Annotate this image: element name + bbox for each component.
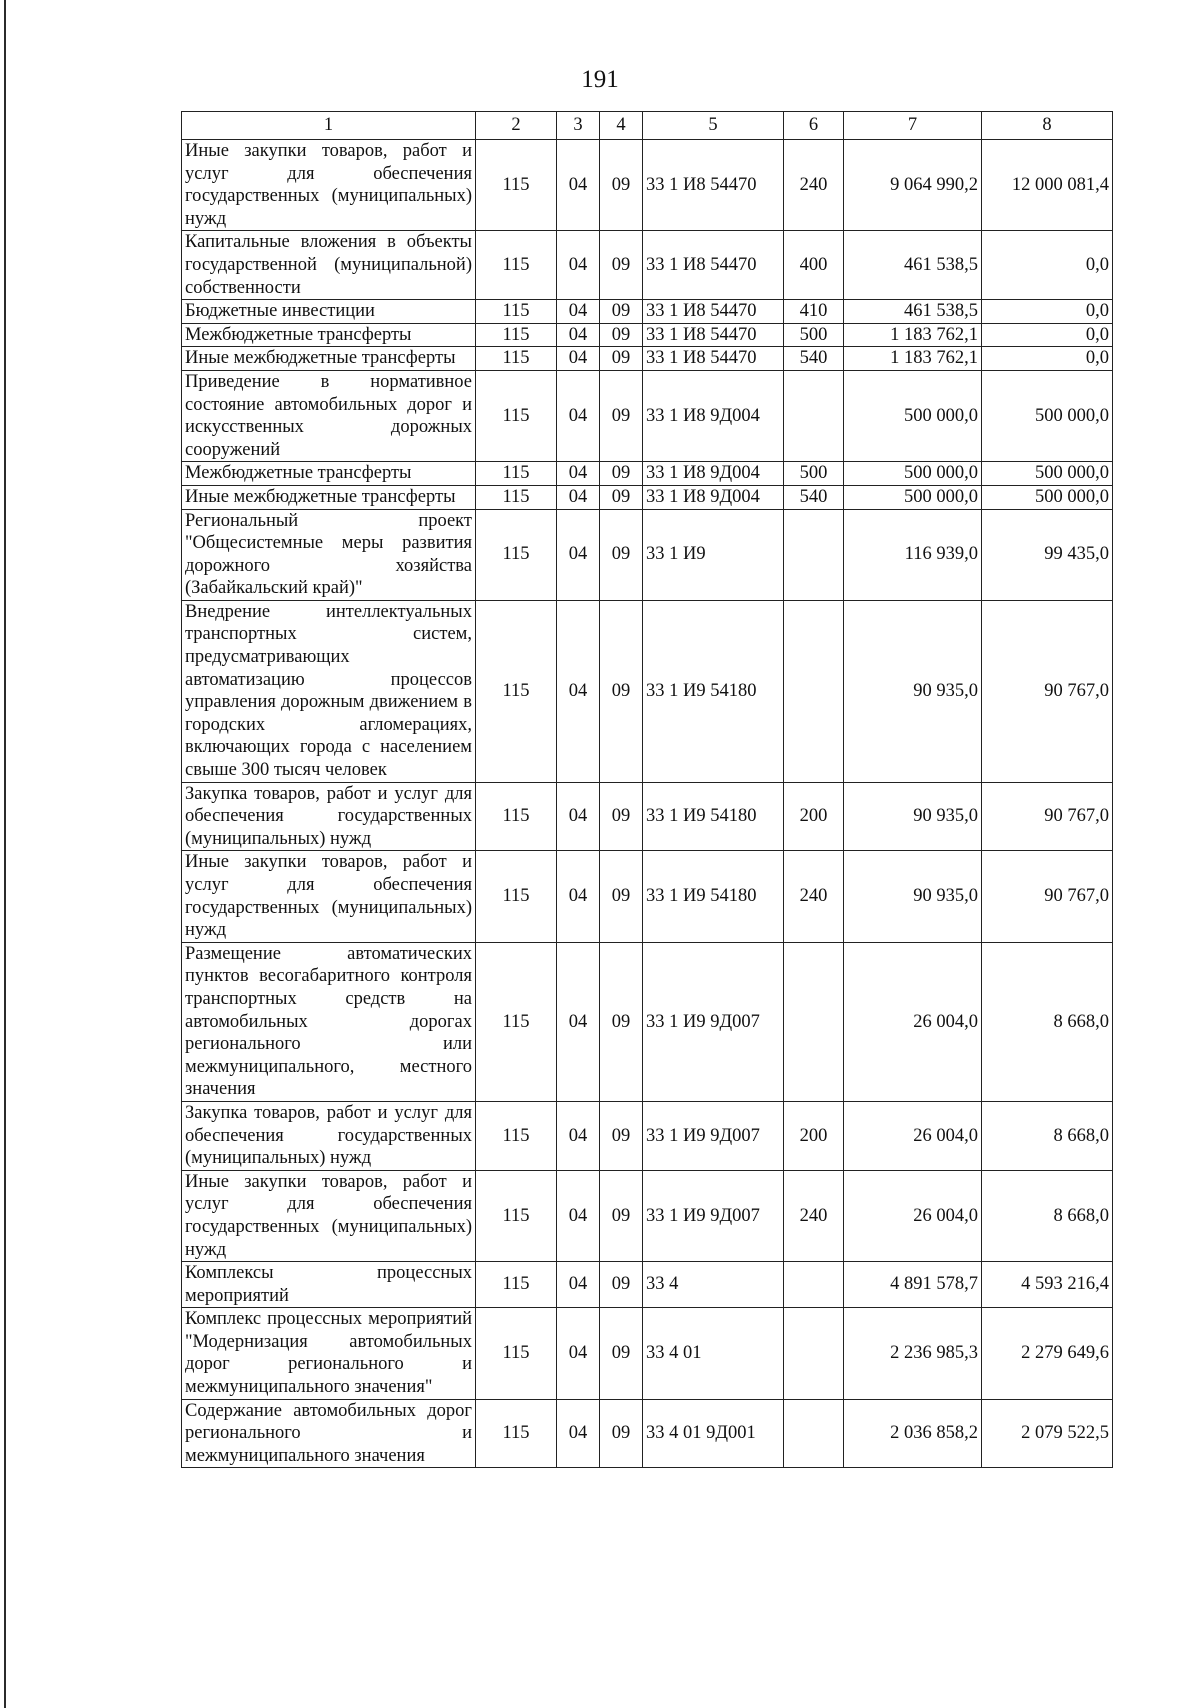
expense-type-cell — [784, 509, 844, 600]
target-code-cell: 33 1 И9 9Д007 — [643, 942, 784, 1101]
row-name-cell: Комплекс процессных мероприятий "Модернизация автомобильных дорог регионального и межмуниципального значения" — [182, 1308, 476, 1399]
expense-type-cell — [784, 942, 844, 1101]
column-header: 4 — [600, 112, 643, 140]
section-code-cell: 04 — [557, 1101, 600, 1170]
admin-code-cell: 115 — [476, 509, 557, 600]
table-row — [182, 782, 1113, 851]
budget-table — [181, 111, 1113, 1468]
table-row — [182, 1399, 1113, 1468]
expense-type-cell: 240 — [784, 140, 844, 231]
row-name-cell: Иные межбюджетные трансферты — [182, 347, 476, 371]
subsection-code-cell: 09 — [600, 370, 643, 461]
expense-type-cell: 500 — [784, 323, 844, 347]
target-code-cell: 33 1 И8 9Д004 — [643, 462, 784, 486]
section-code-cell: 04 — [557, 1308, 600, 1399]
subsection-code-cell: 09 — [600, 231, 643, 300]
table-row — [182, 942, 1113, 1101]
admin-code-cell: 115 — [476, 323, 557, 347]
subsection-code-cell: 09 — [600, 509, 643, 600]
target-code-cell: 33 1 И9 54180 — [643, 782, 784, 851]
amount-year2-cell: 500 000,0 — [982, 485, 1113, 509]
table-row — [182, 600, 1113, 782]
table-row — [182, 1262, 1113, 1308]
column-header: 3 — [557, 112, 600, 140]
section-code-cell: 04 — [557, 1399, 600, 1468]
admin-code-cell: 115 — [476, 231, 557, 300]
expense-type-cell: 240 — [784, 1170, 844, 1261]
admin-code-cell: 115 — [476, 370, 557, 461]
column-header: 8 — [982, 112, 1113, 140]
page-number: 191 — [581, 66, 619, 93]
row-name-cell: Иные закупки товаров, работ и услуг для обеспечения государственных (муниципальных) нужд — [182, 851, 476, 942]
amount-year1-cell: 2 036 858,2 — [844, 1399, 982, 1468]
target-code-cell: 33 1 И8 54470 — [643, 140, 784, 231]
section-code-cell: 04 — [557, 509, 600, 600]
amount-year1-cell: 461 538,5 — [844, 300, 982, 324]
target-code-cell: 33 4 01 9Д001 — [643, 1399, 784, 1468]
table-row — [182, 140, 1113, 231]
admin-code-cell: 115 — [476, 347, 557, 371]
section-code-cell: 04 — [557, 462, 600, 486]
subsection-code-cell: 09 — [600, 600, 643, 782]
subsection-code-cell: 09 — [600, 1399, 643, 1468]
target-code-cell: 33 4 — [643, 1262, 784, 1308]
table-row — [182, 485, 1113, 509]
target-code-cell: 33 1 И8 9Д004 — [643, 485, 784, 509]
row-name-cell: Комплексы процессных мероприятий — [182, 1262, 476, 1308]
column-header: 5 — [643, 112, 784, 140]
subsection-code-cell: 09 — [600, 462, 643, 486]
expense-type-cell: 200 — [784, 1101, 844, 1170]
table-row — [182, 509, 1113, 600]
admin-code-cell: 115 — [476, 851, 557, 942]
section-code-cell: 04 — [557, 370, 600, 461]
expense-type-cell: 540 — [784, 347, 844, 371]
admin-code-cell: 115 — [476, 1399, 557, 1468]
target-code-cell: 33 1 И8 9Д004 — [643, 370, 784, 461]
row-name-cell: Бюджетные инвестиции — [182, 300, 476, 324]
amount-year1-cell: 500 000,0 — [844, 462, 982, 486]
subsection-code-cell: 09 — [600, 300, 643, 324]
expense-type-cell — [784, 370, 844, 461]
column-header: 6 — [784, 112, 844, 140]
amount-year2-cell: 500 000,0 — [982, 462, 1113, 486]
table-row — [182, 347, 1113, 371]
amount-year1-cell: 9 064 990,2 — [844, 140, 982, 231]
target-code-cell: 33 1 И9 — [643, 509, 784, 600]
amount-year1-cell: 90 935,0 — [844, 851, 982, 942]
section-code-cell: 04 — [557, 1262, 600, 1308]
admin-code-cell: 115 — [476, 1308, 557, 1399]
table-header-row — [182, 112, 1113, 140]
amount-year2-cell: 0,0 — [982, 323, 1113, 347]
admin-code-cell: 115 — [476, 1170, 557, 1261]
table-row — [182, 370, 1113, 461]
amount-year2-cell: 12 000 081,4 — [982, 140, 1113, 231]
expense-type-cell: 500 — [784, 462, 844, 486]
subsection-code-cell: 09 — [600, 1170, 643, 1261]
expense-type-cell — [784, 1262, 844, 1308]
column-header: 1 — [182, 112, 476, 140]
section-code-cell: 04 — [557, 140, 600, 231]
expense-type-cell: 240 — [784, 851, 844, 942]
target-code-cell: 33 1 И8 54470 — [643, 300, 784, 324]
subsection-code-cell: 09 — [600, 1308, 643, 1399]
amount-year1-cell: 2 236 985,3 — [844, 1308, 982, 1399]
admin-code-cell: 115 — [476, 462, 557, 486]
section-code-cell: 04 — [557, 851, 600, 942]
amount-year1-cell: 4 891 578,7 — [844, 1262, 982, 1308]
amount-year1-cell: 461 538,5 — [844, 231, 982, 300]
expense-type-cell: 540 — [784, 485, 844, 509]
table-row — [182, 851, 1113, 942]
amount-year2-cell: 500 000,0 — [982, 370, 1113, 461]
row-name-cell: Иные закупки товаров, работ и услуг для обеспечения государственных (муниципальных) нужд — [182, 140, 476, 231]
section-code-cell: 04 — [557, 600, 600, 782]
row-name-cell: Закупка товаров, работ и услуг для обеспечения государственных (муниципальных) нужд — [182, 782, 476, 851]
row-name-cell: Иные межбюджетные трансферты — [182, 485, 476, 509]
target-code-cell: 33 1 И9 9Д007 — [643, 1101, 784, 1170]
row-name-cell: Закупка товаров, работ и услуг для обеспечения государственных (муниципальных) нужд — [182, 1101, 476, 1170]
target-code-cell: 33 1 И8 54470 — [643, 231, 784, 300]
expense-type-cell — [784, 1399, 844, 1468]
row-name-cell: Межбюджетные трансферты — [182, 323, 476, 347]
subsection-code-cell: 09 — [600, 323, 643, 347]
amount-year1-cell: 26 004,0 — [844, 942, 982, 1101]
amount-year1-cell: 1 183 762,1 — [844, 347, 982, 371]
admin-code-cell: 115 — [476, 1262, 557, 1308]
amount-year1-cell: 1 183 762,1 — [844, 323, 982, 347]
row-name-cell: Иные закупки товаров, работ и услуг для обеспечения государственных (муниципальных) нужд — [182, 1170, 476, 1261]
subsection-code-cell: 09 — [600, 485, 643, 509]
subsection-code-cell: 09 — [600, 1101, 643, 1170]
amount-year2-cell: 8 668,0 — [982, 942, 1113, 1101]
admin-code-cell: 115 — [476, 140, 557, 231]
amount-year2-cell: 8 668,0 — [982, 1101, 1113, 1170]
table-row — [182, 462, 1113, 486]
amount-year2-cell: 0,0 — [982, 347, 1113, 371]
row-name-cell: Региональный проект "Общесистемные меры развития дорожного хозяйства (Забайкальский край)" — [182, 509, 476, 600]
amount-year1-cell: 90 935,0 — [844, 600, 982, 782]
table-body — [182, 140, 1113, 1468]
amount-year2-cell: 90 767,0 — [982, 851, 1113, 942]
section-code-cell: 04 — [557, 1170, 600, 1261]
amount-year2-cell: 99 435,0 — [982, 509, 1113, 600]
subsection-code-cell: 09 — [600, 782, 643, 851]
table-row — [182, 323, 1113, 347]
target-code-cell: 33 4 01 — [643, 1308, 784, 1399]
section-code-cell: 04 — [557, 485, 600, 509]
target-code-cell: 33 1 И8 54470 — [643, 323, 784, 347]
section-code-cell: 04 — [557, 347, 600, 371]
admin-code-cell: 115 — [476, 782, 557, 851]
amount-year1-cell: 500 000,0 — [844, 485, 982, 509]
amount-year2-cell: 2 279 649,6 — [982, 1308, 1113, 1399]
row-name-cell: Приведение в нормативное состояние автомобильных дорог и искусственных дорожных сооружений — [182, 370, 476, 461]
expense-type-cell: 200 — [784, 782, 844, 851]
target-code-cell: 33 1 И9 54180 — [643, 600, 784, 782]
amount-year2-cell: 2 079 522,5 — [982, 1399, 1113, 1468]
amount-year2-cell: 90 767,0 — [982, 782, 1113, 851]
target-code-cell: 33 1 И9 54180 — [643, 851, 784, 942]
table-row — [182, 231, 1113, 300]
target-code-cell: 33 1 И9 9Д007 — [643, 1170, 784, 1261]
row-name-cell: Межбюджетные трансферты — [182, 462, 476, 486]
expense-type-cell — [784, 1308, 844, 1399]
amount-year2-cell: 0,0 — [982, 231, 1113, 300]
amount-year2-cell: 8 668,0 — [982, 1170, 1113, 1261]
expense-type-cell: 410 — [784, 300, 844, 324]
admin-code-cell: 115 — [476, 485, 557, 509]
subsection-code-cell: 09 — [600, 942, 643, 1101]
section-code-cell: 04 — [557, 300, 600, 324]
amount-year1-cell: 90 935,0 — [844, 782, 982, 851]
admin-code-cell: 115 — [476, 300, 557, 324]
amount-year1-cell: 500 000,0 — [844, 370, 982, 461]
row-name-cell: Внедрение интеллектуальных транспортных систем, предусматривающих автоматизацию процессов управления дорожным движением в городских агломерациях, включающих города с населением свыше 300 тысяч человек — [182, 600, 476, 782]
row-name-cell: Содержание автомобильных дорог регионального и межмуниципального значения — [182, 1399, 476, 1468]
subsection-code-cell: 09 — [600, 851, 643, 942]
section-code-cell: 04 — [557, 323, 600, 347]
target-code-cell: 33 1 И8 54470 — [643, 347, 784, 371]
expense-type-cell — [784, 600, 844, 782]
subsection-code-cell: 09 — [600, 347, 643, 371]
admin-code-cell: 115 — [476, 942, 557, 1101]
amount-year2-cell: 90 767,0 — [982, 600, 1113, 782]
section-code-cell: 04 — [557, 231, 600, 300]
amount-year2-cell: 4 593 216,4 — [982, 1262, 1113, 1308]
section-code-cell: 04 — [557, 942, 600, 1101]
row-name-cell: Размещение автоматических пунктов весогабаритного контроля транспортных средств на автомобильных дорогах регионального или межмуниципального, местного значения — [182, 942, 476, 1101]
amount-year1-cell: 26 004,0 — [844, 1101, 982, 1170]
amount-year1-cell: 116 939,0 — [844, 509, 982, 600]
section-code-cell: 04 — [557, 782, 600, 851]
row-name-cell: Капитальные вложения в объекты государственной (муниципальной) собственности — [182, 231, 476, 300]
table-row — [182, 300, 1113, 324]
admin-code-cell: 115 — [476, 600, 557, 782]
column-header: 7 — [844, 112, 982, 140]
table-row — [182, 1308, 1113, 1399]
subsection-code-cell: 09 — [600, 140, 643, 231]
table-row — [182, 1101, 1113, 1170]
column-header: 2 — [476, 112, 557, 140]
table-row — [182, 1170, 1113, 1261]
subsection-code-cell: 09 — [600, 1262, 643, 1308]
scan-edge-line — [4, 0, 6, 1708]
amount-year2-cell: 0,0 — [982, 300, 1113, 324]
expense-type-cell: 400 — [784, 231, 844, 300]
amount-year1-cell: 26 004,0 — [844, 1170, 982, 1261]
admin-code-cell: 115 — [476, 1101, 557, 1170]
